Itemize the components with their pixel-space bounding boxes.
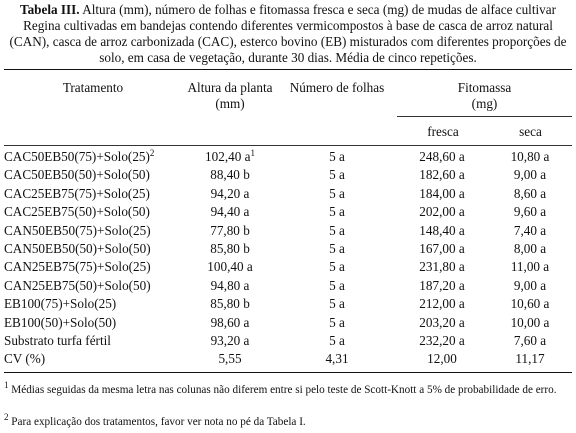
cell-folhas xyxy=(278,166,396,184)
header-fresca-label: fresca xyxy=(427,124,459,139)
cell-fresca xyxy=(396,350,488,368)
cell-seca xyxy=(488,295,572,313)
cell-folhas xyxy=(278,277,396,295)
cell-tratamento xyxy=(4,185,182,203)
cell-altura xyxy=(182,166,278,184)
footnote-2 xyxy=(4,412,572,429)
cell-tratamento-value: CAN50EB50(50)+Solo(50) xyxy=(4,241,151,257)
table-row xyxy=(4,166,572,184)
cell-tratamento xyxy=(4,222,182,240)
header-folhas xyxy=(278,80,396,96)
cell-folhas xyxy=(278,350,396,368)
cell-tratamento-value: CAC25EB75(75)+Solo(25) xyxy=(4,185,150,201)
cell-seca-value: 8,00 a xyxy=(513,241,547,257)
cell-altura-value: 102,40 a xyxy=(205,149,251,164)
cell-folhas-value: 5 a xyxy=(329,296,345,312)
cell-fresca-value: 202,00 a xyxy=(419,204,465,220)
data-table xyxy=(4,148,572,369)
cell-fresca-value: 231,80 a xyxy=(419,259,465,275)
cell-folhas-value: 5 a xyxy=(329,167,345,183)
cell-fresca xyxy=(396,295,488,313)
cell-tratamento-value: CV (%) xyxy=(4,351,46,367)
footnote-1-marker: 1 xyxy=(4,380,9,390)
cell-altura xyxy=(182,350,278,368)
cell-altura-value: 77,80 b xyxy=(210,222,250,238)
cell-folhas-value: 5 a xyxy=(329,185,345,201)
cell-seca-value: 8,60 a xyxy=(513,185,547,201)
cell-seca-value: 10,80 a xyxy=(510,149,550,164)
cell-seca xyxy=(488,258,572,276)
cell-fresca-value: 232,20 a xyxy=(419,333,465,349)
cell-altura-value: 88,40 b xyxy=(210,167,250,183)
cell-tratamento xyxy=(4,203,182,221)
cell-tratamento-value: EB100(75)+Solo(25) xyxy=(4,296,117,312)
header-altura xyxy=(182,80,278,112)
cell-seca-value: 11,17 xyxy=(515,351,545,367)
cell-fresca xyxy=(396,203,488,221)
header-folhas-label: Número de folhas xyxy=(289,80,385,95)
cell-altura-value: 85,80 b xyxy=(210,296,250,312)
cell-tratamento xyxy=(4,350,182,368)
caption-label: Tabela III. xyxy=(19,2,80,17)
cell-altura xyxy=(182,332,278,350)
header-fresca xyxy=(397,124,489,140)
cell-folhas xyxy=(278,148,396,166)
cell-fresca xyxy=(396,277,488,295)
header-altura-unit: (mm) xyxy=(215,96,245,111)
cell-fresca xyxy=(396,332,488,350)
cell-folhas-value: 5 a xyxy=(329,259,345,275)
cell-fresca-value: 203,20 a xyxy=(419,314,465,330)
cell-fresca xyxy=(396,240,488,258)
table-row xyxy=(4,350,572,368)
footnote-2-marker: 2 xyxy=(4,412,9,422)
cell-folhas-value: 4,31 xyxy=(325,351,349,367)
cell-fresca xyxy=(396,258,488,276)
cell-folhas-value: 5 a xyxy=(329,277,345,293)
cell-tratamento-value: CAN50EB50(75)+Solo(25) xyxy=(4,222,151,238)
header-seca-label: seca xyxy=(519,124,542,139)
cell-tratamento xyxy=(4,148,182,166)
cell-altura-value: 100,40 a xyxy=(207,259,253,275)
cell-tratamento-value: CAC25EB75(50)+Solo(50) xyxy=(4,204,150,220)
cell-fresca-value: 184,00 a xyxy=(419,185,465,201)
cell-folhas xyxy=(278,314,396,332)
cell-fresca xyxy=(396,185,488,203)
cell-tratamento-value: CAN25EB75(50)+Solo(50) xyxy=(4,277,151,293)
caption-text: Altura (mm), número de folhas e fitomassa fresca e seca (mg) de mudas de alface cultivar Regina cultivadas em bandejas contendo diferentes vermicompostos à base de casca de arroz natural (CAN), casca de arroz carbonizada (CAC), esterco bovino (EB) misturados com diferentes proporções de solo, em casa de vegetação, durante 30 dias. Média de cinco repetições. xyxy=(9,2,567,65)
cell-altura-value: 94,20 a xyxy=(210,185,250,201)
bottom-rule xyxy=(4,372,572,373)
cell-altura xyxy=(182,185,278,203)
cell-folhas-value: 5 a xyxy=(329,204,345,220)
cell-seca xyxy=(488,222,572,240)
table-row xyxy=(4,277,572,295)
table-row xyxy=(4,185,572,203)
cell-seca-value: 7,40 a xyxy=(513,222,547,238)
cell-seca-value: 9,60 a xyxy=(513,204,547,220)
table-row xyxy=(4,295,572,313)
cell-fresca xyxy=(396,166,488,184)
cell-fresca xyxy=(396,314,488,332)
cell-fresca xyxy=(396,148,488,166)
cell-seca-value: 10,60 a xyxy=(510,296,550,312)
header-altura-label: Altura da planta xyxy=(187,80,273,95)
cell-tratamento-value: CAC50EB50(75)+Solo(25) xyxy=(4,149,150,164)
footnote-1-text: Médias seguidas da mesma letra nas colunas não diferem entre si pelo teste de Scott-Knott a 5% de probabilidade de erro. xyxy=(11,384,557,396)
header-tratamento-label: Tratamento xyxy=(62,80,124,95)
footnote-marker: 2 xyxy=(149,148,155,158)
cell-seca xyxy=(488,185,572,203)
cell-altura xyxy=(182,258,278,276)
cell-folhas xyxy=(278,185,396,203)
table-caption xyxy=(4,2,572,66)
cell-folhas-value: 5 a xyxy=(329,333,345,349)
cell-tratamento xyxy=(4,295,182,313)
table-row xyxy=(4,203,572,221)
cell-altura-value: 93,20 a xyxy=(210,333,250,349)
cell-seca xyxy=(488,148,572,166)
cell-altura xyxy=(182,295,278,313)
cell-fresca-value: 212,00 a xyxy=(419,296,465,312)
cell-folhas xyxy=(278,295,396,313)
cell-folhas-value: 5 a xyxy=(329,149,345,164)
header-tratamento xyxy=(4,80,182,96)
cell-seca-value: 9,00 a xyxy=(513,167,547,183)
cell-altura xyxy=(182,314,278,332)
cell-fresca xyxy=(396,222,488,240)
cell-tratamento-value: CAC50EB50(50)+Solo(50) xyxy=(4,167,150,183)
cell-seca-value: 9,00 a xyxy=(513,277,547,293)
cell-folhas xyxy=(278,222,396,240)
header-rule xyxy=(4,145,572,146)
cell-altura-value: 85,80 b xyxy=(210,241,250,257)
table-row xyxy=(4,240,572,258)
header-fitomassa-unit: (mg) xyxy=(471,96,498,111)
cell-seca-value: 7,60 a xyxy=(513,333,547,349)
cell-tratamento xyxy=(4,332,182,350)
cell-fresca-value: 182,60 a xyxy=(419,167,465,183)
cell-folhas xyxy=(278,240,396,258)
cell-folhas xyxy=(278,203,396,221)
header-seca xyxy=(489,124,572,140)
cell-altura-value: 98,60 a xyxy=(210,314,250,330)
cell-altura xyxy=(182,148,278,166)
cell-seca xyxy=(488,203,572,221)
cell-seca xyxy=(488,314,572,332)
cell-tratamento xyxy=(4,166,182,184)
cell-altura-value: 5,55 xyxy=(218,351,242,367)
cell-tratamento xyxy=(4,314,182,332)
cell-tratamento-value: EB100(50)+Solo(50) xyxy=(4,314,117,330)
table-row xyxy=(4,314,572,332)
footnote-2-text: Para explicação dos tratamentos, favor ver nota no pé da Tabela I. xyxy=(11,416,306,428)
cell-altura xyxy=(182,240,278,258)
cell-seca xyxy=(488,166,572,184)
cell-tratamento xyxy=(4,240,182,258)
cell-seca-value: 11,00 a xyxy=(510,259,550,275)
cell-fresca-value: 12,00 xyxy=(427,351,457,367)
cell-tratamento-value: CAN25EB75(75)+Solo(25) xyxy=(4,259,151,275)
cell-seca xyxy=(488,350,572,368)
cell-folhas-value: 5 a xyxy=(329,241,345,257)
cell-altura xyxy=(182,277,278,295)
header-fitomassa-label: Fitomassa xyxy=(457,80,512,95)
cell-folhas xyxy=(278,258,396,276)
cell-seca xyxy=(488,240,572,258)
cell-altura xyxy=(182,203,278,221)
cell-folhas xyxy=(278,332,396,350)
cell-altura-value: 94,40 a xyxy=(210,204,250,220)
cell-fresca-value: 148,40 a xyxy=(419,222,465,238)
cell-fresca-value: 167,00 a xyxy=(419,241,465,257)
table-row xyxy=(4,332,572,350)
footnote-1 xyxy=(4,380,572,397)
table-row xyxy=(4,148,572,166)
cell-tratamento-value: Substrato turfa fértil xyxy=(4,333,111,349)
footnote-marker: 1 xyxy=(250,148,255,158)
cell-altura-value: 94,80 a xyxy=(210,277,250,293)
table-row xyxy=(4,258,572,276)
header-fitomassa xyxy=(397,80,572,112)
cell-folhas-value: 5 a xyxy=(329,222,345,238)
cell-folhas-value: 5 a xyxy=(329,314,345,330)
cell-seca xyxy=(488,277,572,295)
top-rule xyxy=(4,69,572,70)
cell-seca xyxy=(488,332,572,350)
cell-altura xyxy=(182,222,278,240)
cell-seca-value: 10,00 a xyxy=(510,314,550,330)
table-row xyxy=(4,222,572,240)
cell-tratamento xyxy=(4,258,182,276)
cell-tratamento xyxy=(4,277,182,295)
cell-fresca-value: 248,60 a xyxy=(419,149,465,164)
fitomassa-subrule xyxy=(397,116,572,117)
cell-fresca-value: 187,20 a xyxy=(419,277,465,293)
